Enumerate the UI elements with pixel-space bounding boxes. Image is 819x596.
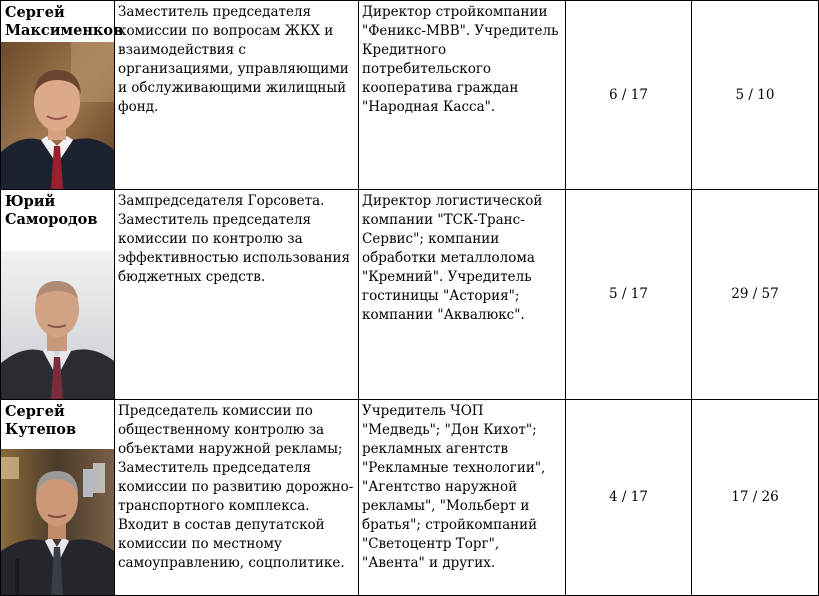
positions-cell xyxy=(115,400,359,596)
first-name: Юрий xyxy=(5,193,56,210)
business-text: Учредитель ЧОП "Медведь"; "Дон Кихот"; рекламных агентств "Рекламные технологии", "Агентство наружной рекламы", "Мольберт и братья"; стройкомпаний "Светоцентр Торг", "Авента" и других. xyxy=(362,403,546,571)
ratio-1-cell xyxy=(566,1,692,190)
table-row xyxy=(1,1,819,190)
person-name xyxy=(1,190,114,229)
portrait-photo xyxy=(1,42,114,189)
ratio-2-cell xyxy=(692,1,819,190)
business-text: Директор логистической компании "ТСК-Транс-Сервис"; компании обработки металлолома "Кремний". Учредитель гостиницы "Астория"; компании "Аквалюкс". xyxy=(362,193,543,323)
positions-cell xyxy=(115,190,359,400)
first-name: Сергей xyxy=(5,403,65,420)
table-row xyxy=(1,400,819,596)
person-cell xyxy=(1,400,115,596)
business-text: Директор стройкомпании "Феникс-МВВ". Учредитель Кредитного потребительского кооператива граждан "Народная Касса". xyxy=(362,4,559,115)
ratio-2: 29 / 57 xyxy=(731,286,779,302)
ratio-2-cell xyxy=(692,400,819,596)
person-name xyxy=(1,1,124,40)
ratio-2: 17 / 26 xyxy=(731,489,779,505)
person-cell xyxy=(1,190,115,400)
person-name xyxy=(1,400,114,439)
position-text: Заместитель председателя комиссии по контролю за эффективностью использования бюджетных средств. xyxy=(118,212,350,285)
positions-cell xyxy=(115,1,359,190)
portrait-photo xyxy=(1,251,114,399)
first-name: Сергей xyxy=(5,4,65,21)
ratio-1: 5 / 17 xyxy=(609,286,648,302)
ratio-1-cell xyxy=(566,190,692,400)
last-name: Кутепов xyxy=(5,421,77,438)
person-cell xyxy=(1,1,124,190)
position-text: Заместитель председателя комиссии по вопросам ЖКХ и взаимодействия с организациями, управляющими и обслуживающими жилищный фонд. xyxy=(118,4,349,115)
position-text: Заместитель председателя комиссии по развитию дорожно-транспортного комплекса. xyxy=(118,460,354,514)
ratio-1-cell xyxy=(566,400,692,596)
business-cell xyxy=(359,190,566,400)
position-text: Председатель комиссии по общественному контролю за объектами наружной рекламы; xyxy=(118,403,343,457)
business-cell xyxy=(359,400,566,596)
ratio-2-cell xyxy=(692,190,819,400)
portrait-photo xyxy=(1,449,114,595)
business-cell xyxy=(359,1,566,190)
ratio-1: 6 / 17 xyxy=(609,86,648,103)
ratio-1: 4 / 17 xyxy=(609,489,648,505)
table-row xyxy=(1,190,819,400)
last-name: Максименков xyxy=(5,22,124,39)
position-text: Входит в состав депутатской комиссии по местному самоуправлению, соцполитике. xyxy=(118,517,345,571)
last-name: Самородов xyxy=(5,211,98,228)
position-text: Зампредседателя Горсовета. xyxy=(118,193,325,209)
ratio-2: 5 / 10 xyxy=(735,86,775,103)
